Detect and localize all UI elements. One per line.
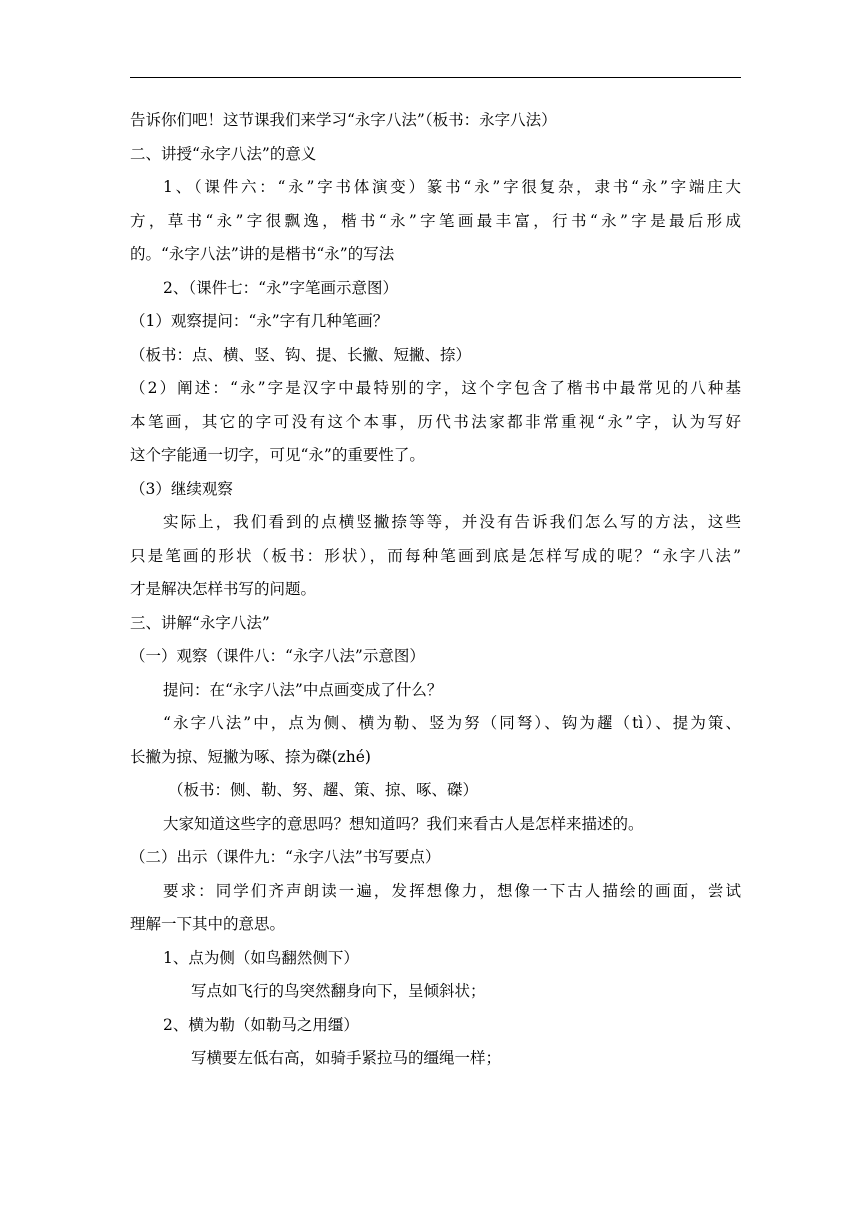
paragraph-line: 写点如飞行的鸟突然翻身向下，呈倾斜状； bbox=[191, 982, 486, 1000]
paragraph-line: （2）阐述：“永”字是汉字中最特别的字，这个字包含了楷书中最常见的八种基 bbox=[130, 379, 741, 397]
paragraph-line: 只是笔画的形状（板书：形状），而每种笔画到底是怎样写成的呢？“永字八法” bbox=[130, 546, 741, 565]
paragraph-line: 长撇为掠、短撇为啄、捺为磔(zhé) bbox=[130, 747, 371, 766]
paragraph-line: 才是解决怎样书写的问题。 bbox=[130, 580, 317, 598]
paragraph-line: 大家知道这些字的意思吗？想知道吗？我们来看古人是怎样来描述的。 bbox=[163, 814, 644, 833]
paragraph-line: 写横要左低右高，如骑手紧拉马的缰绳一样； bbox=[191, 1049, 502, 1067]
paragraph-line: 本笔画，其它的字可没有这个本事，历代书法家都非常重视“永”字，认为写好 bbox=[130, 412, 741, 431]
paragraph-line: 要求：同学们齐声朗读一遍，发挥想像力，想像一下古人描绘的画面，尝试 bbox=[163, 881, 741, 900]
paragraph-line: （1）观察提问：“永”字有几种笔画？ bbox=[130, 312, 389, 330]
paragraph-line: 理解一下其中的意思。 bbox=[130, 915, 286, 933]
paragraph-line: （板书：侧、勒、努、趯、策、掠、啄、磔） bbox=[168, 781, 479, 799]
paragraph-line: （3）继续观察 bbox=[130, 479, 233, 498]
paragraph-line: 实际上，我们看到的点横竖撇捺等等，并没有告诉我们怎么写的方法，这些 bbox=[163, 513, 741, 531]
list-item: 1、点为侧（如鸟翻然侧下） bbox=[163, 948, 359, 967]
paragraph-line: 这个字能通一切字，可见“永”的重要性了。 bbox=[130, 446, 425, 464]
paragraph-line: “永字八法”中，点为侧、横为勒、竖为努（同弩）、钩为趯（tì）、提为策、 bbox=[163, 714, 741, 732]
paragraph-line: （一）观察（课件八：“永字八法”示意图） bbox=[130, 647, 425, 665]
document-body bbox=[130, 104, 741, 1076]
paragraph-line: 方，草书“永”字很飘逸，楷书“永”字笔画最丰富，行书“永”字是最后形成 bbox=[130, 211, 741, 230]
paragraph-line: 提问：在“永字八法”中点画变成了什么？ bbox=[163, 680, 443, 699]
section-heading: 三、讲解“永字八法” bbox=[130, 613, 270, 632]
paragraph-line: （二）出示（课件九：“永字八法”书写要点） bbox=[130, 848, 441, 866]
list-item: 2、横为勒（如勒马之用缰） bbox=[163, 1015, 359, 1034]
paragraph-line: （板书：点、横、竖、钩、提、长撇、短撇、捺） bbox=[130, 345, 472, 364]
header-rule bbox=[130, 77, 741, 78]
paragraph-line: 的。“永字八法”讲的是楷书“永”的写法 bbox=[130, 245, 395, 263]
paragraph-line: 告诉你们吧！这节课我们来学习“永字八法”（板书：永字八法） bbox=[130, 111, 557, 129]
paragraph-line: 2、（课件七：“永”字笔画示意图） bbox=[163, 278, 398, 297]
paragraph-line: 1、（课件六：“永”字书体演变）篆书“永”字很复杂，隶书“永”字端庄大 bbox=[163, 178, 741, 196]
section-heading: 二、讲授“永字八法”的意义 bbox=[130, 144, 317, 163]
